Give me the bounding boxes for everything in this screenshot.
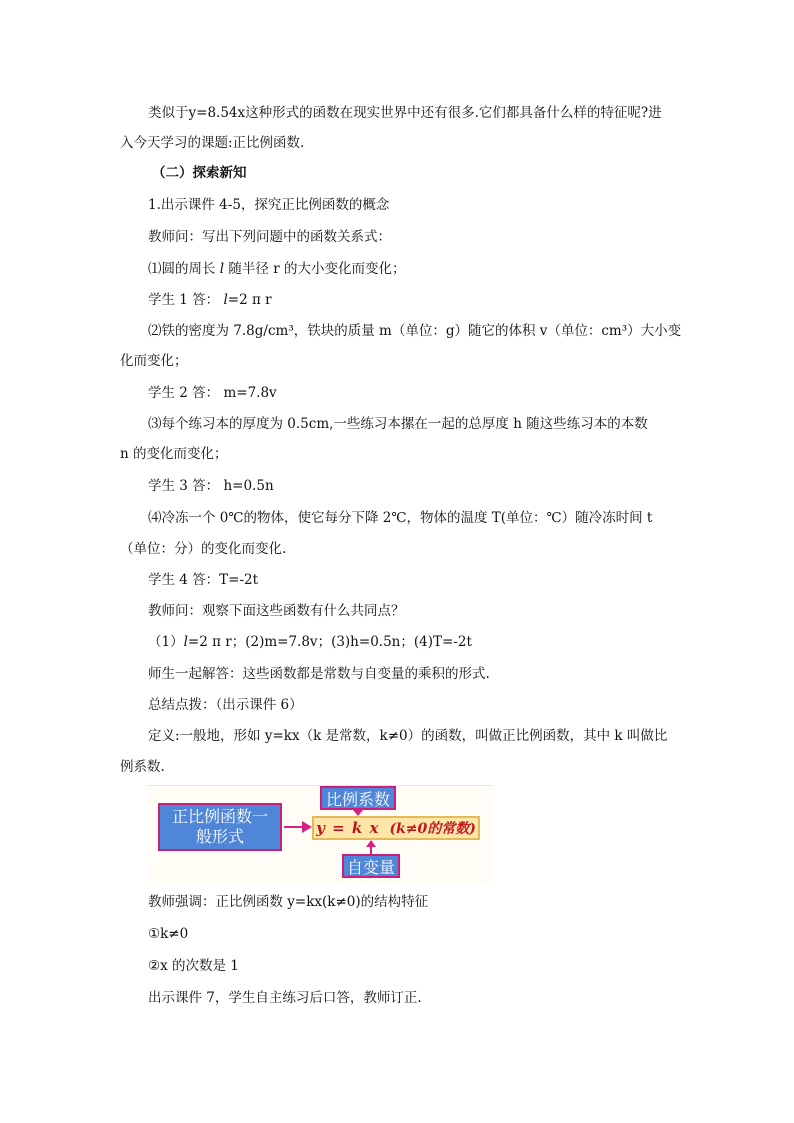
answer-2: 学生 2 答： m=7.8v	[148, 385, 277, 401]
question-2-line2: 化而变化；	[120, 353, 188, 369]
proportional-function-diagram	[148, 785, 493, 885]
step1-text: 1.出示课件 4-5，探究正比例函数的概念	[148, 197, 390, 213]
intro-paragraph-line1: 类似于y=8.54x这种形式的函数在现实世界中还有很多.它们都具备什么样的特征呢?进	[148, 105, 662, 121]
variable-label: 自变量	[346, 857, 395, 877]
feature-point-2: ②x 的次数是 1	[148, 958, 239, 974]
teacher-question-1: 教师问：写出下列问题中的函数关系式：	[148, 229, 391, 245]
question-4-line1: ⑷冷冻一个 0℃的物体，使它每分下降 2℃，物体的温度 T(单位：℃）随冷冻时间 t	[148, 510, 653, 526]
equation-text: y = k x	[316, 819, 380, 837]
coefficient-label: 比例系数	[325, 789, 390, 809]
answer-1: 学生 1 答： l=2 π r	[148, 292, 272, 308]
summary-text: 总结点拨：（出示课件 6）	[148, 697, 303, 713]
coefficient-box	[320, 786, 396, 810]
definition-line1: 定义:一般地，形如 y=kx（k 是常数，k≠0）的函数，叫做正比例函数，其中 k 叫做比	[148, 728, 668, 744]
equation-box	[312, 816, 480, 840]
arrow-up-line	[370, 847, 372, 854]
closing-text: 出示课件 7，学生自主练习后口答，教师订正.	[148, 990, 422, 1006]
definition-line2: 例系数.	[120, 759, 165, 775]
question-2-line1: ⑵铁的密度为 7.8g/cm³，铁块的质量 m（单位：g）随它的体积 v（单位：cm³）大小变	[148, 323, 682, 339]
function-list: （1）l=2 π r；(2)m=7.8v；(3)h=0.5n；(4)T=-2t	[148, 634, 472, 650]
answer-4: 学生 4 答：T=-2t	[148, 572, 259, 588]
arrow-down-head	[353, 810, 363, 816]
intro-paragraph-line2: 入今天学习的课题:正比例函数.	[120, 135, 305, 151]
feature-point-1: ①k≠0	[148, 926, 189, 942]
question-4-line2: （单位：分）的变化而变化.	[120, 541, 287, 557]
general-form-box	[158, 803, 282, 851]
arrow-up-head	[366, 840, 376, 847]
teacher-emphasis: 教师强调：正比例函数 y=kx(k≠0)的结构特征	[148, 894, 429, 910]
section-heading: （二）探索新知	[152, 165, 247, 181]
question-3-line2: n 的变化而变化；	[120, 446, 228, 462]
arrow-right-head	[302, 821, 312, 833]
variable-box	[342, 854, 400, 878]
joint-answer: 师生一起解答：这些函数都是常数与自变量的乘积的形式.	[148, 666, 490, 682]
question-1: ⑴圆的周长 l 随半径 r 的大小变化而变化；	[148, 261, 406, 277]
question-3-line1: ⑶每个练习本的厚度为 0.5cm,一些练习本摞在一起的总厚度 h 随这些练习本的本数	[148, 416, 648, 432]
general-form-label-line2: 般形式	[195, 827, 244, 846]
arrow-right-line	[284, 826, 304, 828]
general-form-label-line1: 正比例函数一	[171, 807, 268, 826]
teacher-question-2: 教师问：观察下面这些函数有什么共同点？	[148, 603, 405, 619]
answer-3: 学生 3 答： h=0.5n	[148, 478, 274, 494]
equation-condition: (k≠0的常数)	[389, 821, 476, 837]
